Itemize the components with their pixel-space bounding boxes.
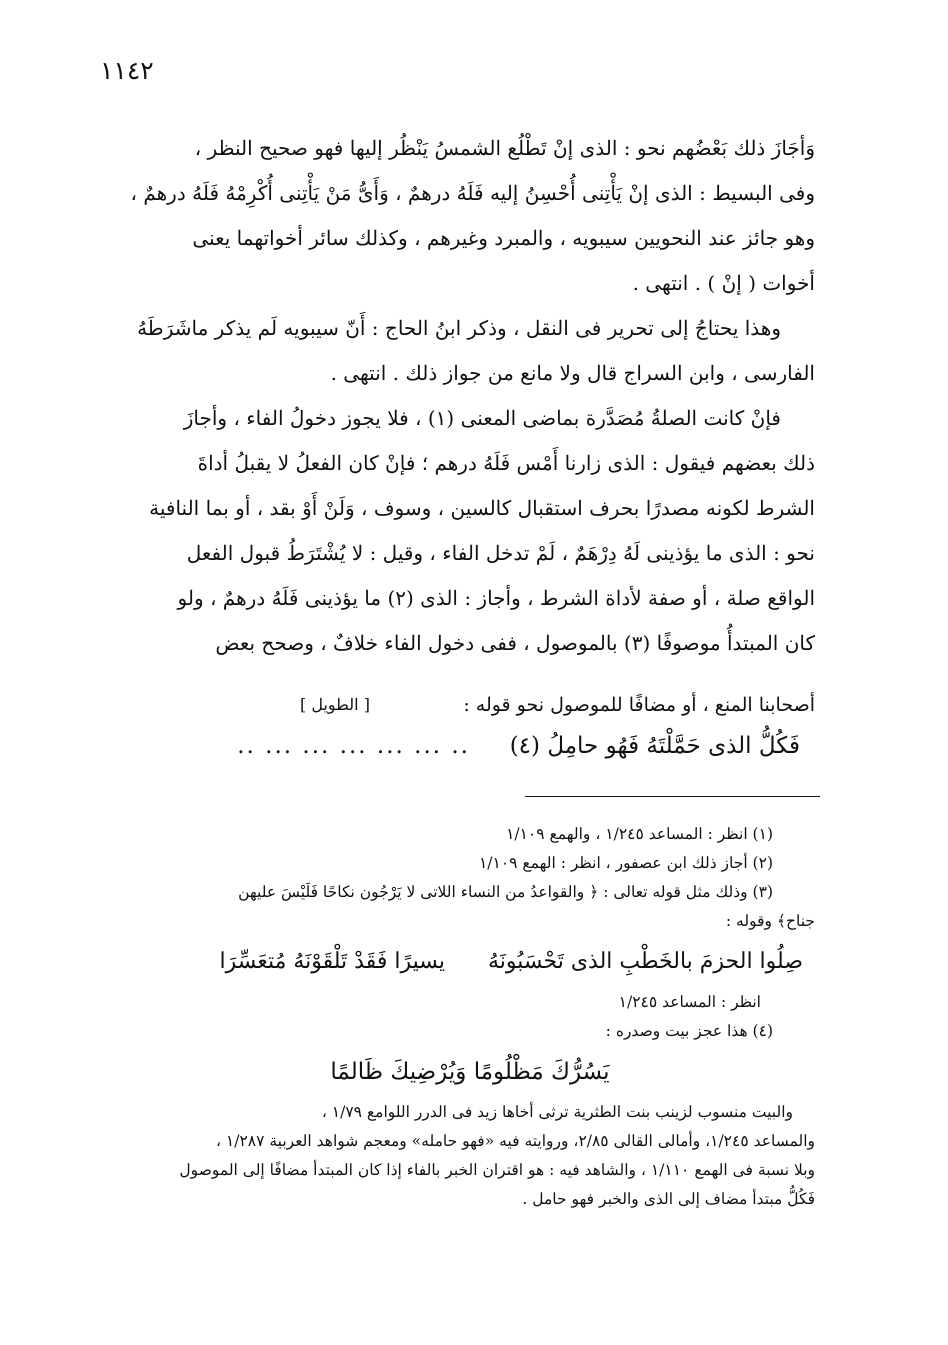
text-line: وفى البسيط : الذى إنْ يَأْتِنى أُحْسِنُ إليه فَلَهُ درهمٌ ، وَأَىُّ مَنْ يَأْتِنى أُكْرِمْهُ فَلَهُ درهمٌ ، (130, 181, 815, 205)
page-number: ١١٤٢ (100, 56, 154, 85)
footnote-2: (٢) أجاز ذلك ابن عصفور ، انظر : الهمع ١/١٠٩ (478, 854, 773, 872)
text-line: وهذا يحتاجُ إلى تحرير فى النقل ، وذكر ابنُ الحاج : أَنّ سيبويه لَم يذكر ماشَرَطَهُ (137, 316, 781, 340)
footnote-4-text: فَكُلُّ مبتدأ مضاف إلى الذى والخبر فهو حامل . (522, 1190, 815, 1208)
footnote-3-cont: جناح﴾ وقوله : (725, 912, 815, 930)
text-line: أصحابنا المنع ، أو مضافًا للموصول نحو قوله : (463, 694, 815, 716)
text-line: نحو : الذى ما يؤذينى لَهُ دِرْهَمٌ ، لَمْ تدخل الفاء ، وقيل : لا يُشْتَرَطُ قبول الفعل (186, 541, 815, 565)
footnote-separator (525, 796, 820, 797)
meter-label: [ الطويل ] (300, 695, 370, 714)
text-line: الفارسى ، وابن السراج قال ولا مانع من جواز ذلك . انتهى . (330, 361, 815, 385)
text-line: وهو جائز عند النحويين سيبويه ، والمبرد وغيرهم ، وكذلك سائر أخواتهما يعنى (192, 226, 815, 250)
footnote-4-text: وبلا نسبة فى الهمع ١/١١٠ ، والشاهد فيه : هو اقتران الخبر بالفاء إذا كان المبتدأ مضافًا إلى الموصول (179, 1161, 815, 1179)
footnote-4: (٤) هذا عجز بيت وصدره : (605, 1022, 773, 1040)
text-line: أخوات ( إنْ ) . انتهى . (632, 271, 815, 295)
footnote-4-text: والبيت منسوب لزينب بنت الطثرية ترثى أخاها زيد فى الدرر اللوامع ١/٧٩ ، (321, 1103, 793, 1121)
verse-ellipsis: .. ... ... ... ... ... .. (237, 733, 470, 759)
footnotes-block (125, 820, 815, 1214)
footnote-4-text: والمساعد ١/٢٤٥، وأمالى القالى ٢/٨٥، وروايته فيه «فهو حامله» ومعجم شواهد العربية ١/٢٨٧ ، (215, 1132, 815, 1150)
footnote-3: (٣) وذلك مثل قوله تعالى : ﴿ والقواعدُ من النساء اللاتى لا يَرْجُون نكاحًا فَلَيْسَ عليهن (238, 883, 773, 901)
verse-hemistich: صِلُوا الحزمَ بالخَطْبِ الذى تَحْسَبُونَهُ (487, 949, 803, 974)
footnote-verse: يَسُرُّكَ مَظْلُومًا وَيُرْضِيكَ ظَالمًا (330, 1059, 610, 1085)
footnote-3-ref: انظر : المساعد ١/٢٤٥ (618, 993, 761, 1011)
text-line: الواقع صلة ، أو صفة لأداة الشرط ، وأجاز : الذى (٢) ما يؤذينى فَلَهُ درهمٌ ، ولو (177, 586, 815, 610)
main-text-block (125, 126, 815, 666)
text-line: وَأجَازَ ذلك بَعْضُهم نحو : الذى إنْ تَطْلُع الشمسُ يَنْظُر إليها فهو صحيح النظر ، (194, 136, 815, 160)
verse-hemistich: يسيرًا فَقَدْ تَلْقَوْنَهُ مُتعَسِّرَا (219, 949, 445, 974)
footnote-1: (١) انظر : المساعد ١/٢٤٥ ، والهمع ١/١٠٩ (506, 825, 773, 843)
text-line: ذلك بعضهم فيقول : الذى زارنا أَمْس فَلَهُ درهم ؛ فإنْ كان الفعلُ لا يقبلُ أداةَ (197, 451, 815, 475)
text-line: الشرط لكونه مصدرًا بحرف استقبال كالسين ، وسوف ، وَلَنْ أَوْ بقد ، أو بما النافية (149, 496, 815, 520)
verse-intro-line (125, 685, 815, 725)
footnote-verse (125, 936, 815, 988)
text-line: كان المبتدأُ موصوفًا (٣) بالموصول ، ففى دخول الفاء خلافٌ ، وصحح بعض (215, 631, 815, 655)
verse-hemistich: فَكُلُّ الذى حَمَّلْتَهُ فَهُو حامِلُ (٤) (509, 733, 800, 759)
text-line: فإنْ كانت الصلةُ مُصَدَّرة بماضى المعنى (١) ، فلا يجوز دخولُ الفاء ، وأجازَ (183, 406, 781, 430)
